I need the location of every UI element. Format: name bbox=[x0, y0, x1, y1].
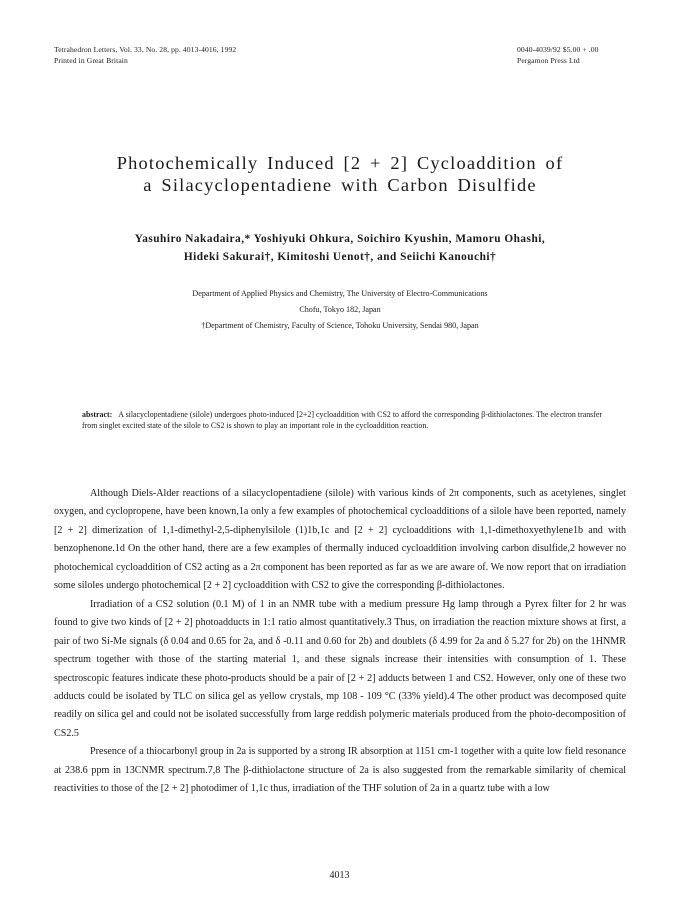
running-header-right bbox=[517, 45, 599, 66]
authors-line-1: Yasuhiro Nakadaira,* Yoshiyuki Ohkura, Soichiro Kyushin, Mamoru Ohashi, bbox=[134, 233, 546, 245]
publisher: Pergamon Press Ltd bbox=[517, 55, 580, 65]
affiliation-2: †Department of Chemistry, Faculty of Science, Tohoku University, Sendai 980, Japan bbox=[201, 321, 479, 330]
paragraph-1: Although Diels-Alder reactions of a silacyclopentadiene (silole) with various kinds of 2π components, such as acetylenes, singlet oxygen, and cyclopropene, have been known,1a only a few examples of photochemical cycloadditions of a silole have been reported, namely [2 + 2] dimerization of 1,1-dimethyl-2,5-diphenylsilole (1)1b,1c and [2 + 2] cycloadditions with 1,1-dimethoxyethylene1b and with benzophenone.1d On the other hand, there are a few examples of thermally induced cycloaddition involving carbon disulfide,2 however no photochemical cycloaddition of CS2 acting as a 2π component has been reported as far as we are aware of. We now report that on irradiation some siloles undergo photochemical [2 + 2] cycloaddition with CS2 to give the corresponding β-dithiolactones. bbox=[54, 488, 626, 592]
body-text bbox=[54, 485, 626, 799]
affiliations bbox=[60, 286, 620, 334]
running-header-left bbox=[54, 45, 236, 66]
abstract bbox=[82, 409, 602, 431]
author-list bbox=[60, 230, 620, 266]
issn-price: 0040-4039/92 $5.00 + .00 bbox=[517, 45, 599, 54]
affiliation-1: Department of Applied Physics and Chemistry, The University of Electro-Communications bbox=[192, 289, 488, 298]
affiliation-1-city: Chofu, Tokyo 182, Japan bbox=[299, 305, 381, 314]
page-number: 4013 bbox=[329, 870, 350, 881]
journal-citation: Tetrahedron Letters, Vol. 33, No. 28, pp. 4013-4016, 1992 bbox=[54, 45, 237, 54]
paragraph-3: Presence of a thiocarbonyl group in 2a is supported by a strong IR absorption at 1151 cm-1 together with a quite low field resonance at 238.6 ppm in 13CNMR spectrum.7,8 The β-dithiolactone structure of 2a is also suggested from the remarkable similarity of chemical reactivities to those of the [2 + 2] photodimer of 1,1c thus, irradiation of the THF solution of 2a in a quartz tube with a low bbox=[54, 746, 626, 795]
paragraph-2: Irradiation of a CS2 solution (0.1 M) of 1 in an NMR tube with a medium pressure Hg lamp through a Pyrex filter for 2 hr was found to give two kinds of [2 + 2] photoadducts in 1:1 ratio almost quantitatively.3 Thus, on irradiation the reaction mixture shows at first, a pair of two Si-Me signals (δ 0.04 and 0.65 for 2a, and δ -0.11 and 0.60 for 2b) and doublets (δ 4.99 for 2a and δ 5.27 for 2b) on the 1HNMR spectrum together with those of the starting material 1, and these signals increase their intensities with consumption of 1. These spectroscopic features indicate these photo-products should be a pair of [2 + 2] adducts between 1 and CS2. However, only one of these two adducts could be isolated by TLC on silica gel as yellow crystals, mp 108 - 109 °C (33% yield).4 The other product was decomposed quite readily on silica gel and could not be isolated successfully from large reddish polymeric materials produced from the photo-decomposition of CS2.5 bbox=[54, 598, 626, 739]
abstract-text: A silacyclopentadiene (silole) undergoes photo-induced [2+2] cycloaddition with CS2 to afford the corresponding β-dithiolactones. The electron transfer from singlet excited state of the silole to CS2 is shown to play an important role in the cycloaddition reaction. bbox=[82, 410, 602, 430]
title-line-1: Photochemically Induced [2 + 2] Cycloaddition of bbox=[116, 153, 564, 173]
title-line-2: a Silacyclopentadiene with Carbon Disulfide bbox=[143, 175, 537, 195]
paper-title bbox=[60, 152, 620, 196]
abstract-label: abstract: bbox=[82, 410, 113, 419]
printed-in: Printed in Great Britain bbox=[54, 55, 128, 65]
authors-line-2: Hideki Sakurai†, Kimitoshi Uenot†, and Seiichi Kanouchi† bbox=[183, 251, 497, 263]
